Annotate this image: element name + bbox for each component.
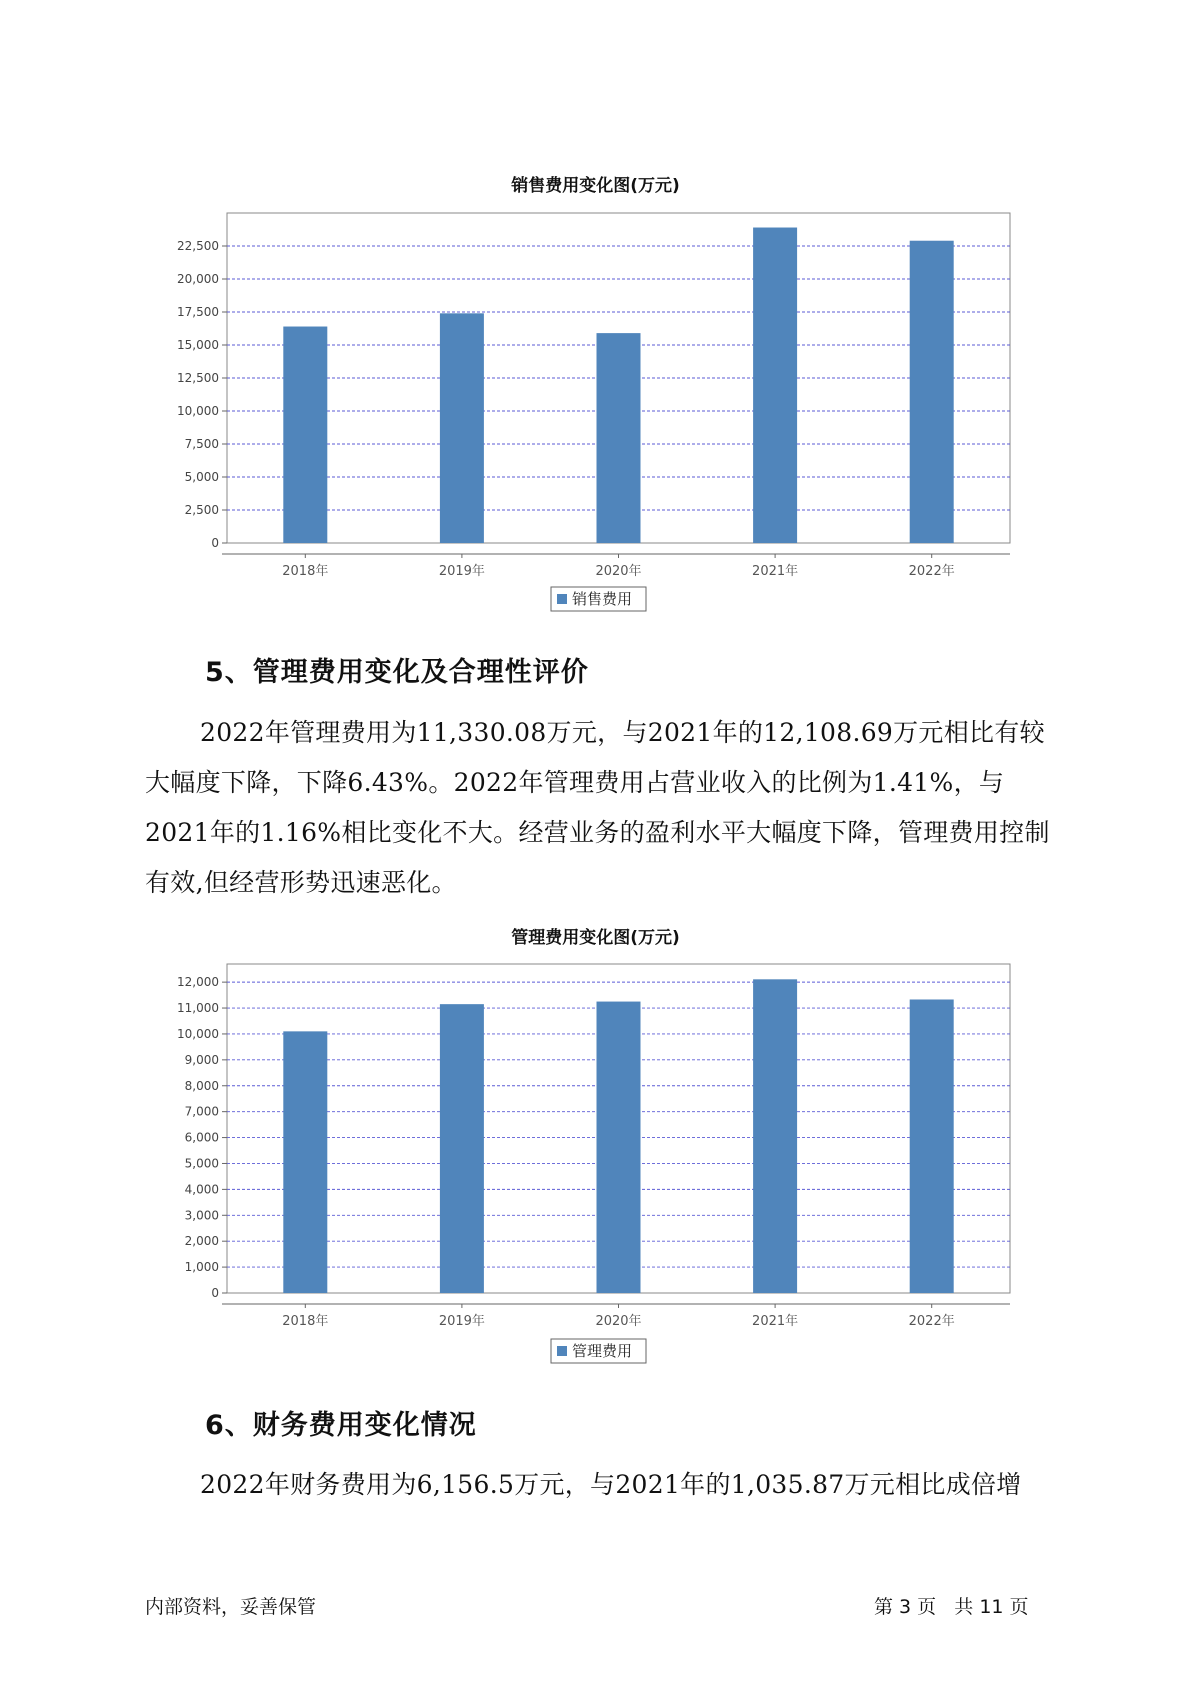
section6-paragraph: 2022年财务费用为6,156.5万元，与2021年的1,035.87万元相比成倍增 — [200, 1470, 1022, 1499]
x-tick-label: 2020年 — [595, 564, 642, 579]
y-tick-label: 5,000 — [184, 1156, 219, 1171]
y-tick-label: 15,000 — [177, 338, 219, 352]
footer-page-number: 第 3 页 共 11 页 — [874, 1596, 1029, 1618]
section5-heading: 5、管理费用变化及合理性评价 — [205, 657, 589, 688]
x-tick-label: 2019年 — [438, 564, 485, 579]
y-tick-label: 2,500 — [184, 503, 219, 517]
x-tick-label: 2021年 — [752, 1314, 799, 1329]
x-tick-label: 2022年 — [908, 1314, 955, 1329]
y-tick-label: 12,000 — [177, 975, 219, 990]
y-tick-label: 12,500 — [177, 371, 219, 385]
y-tick-label: 7,500 — [184, 437, 219, 451]
x-tick-label: 2021年 — [752, 564, 799, 579]
y-tick-label: 17,500 — [177, 305, 219, 319]
y-tick-label: 6,000 — [184, 1130, 219, 1145]
x-tick-label: 2018年 — [282, 1314, 329, 1329]
y-tick-label: 7,000 — [184, 1104, 219, 1119]
y-tick-label: 11,000 — [177, 1001, 219, 1016]
y-tick-label: 0 — [211, 536, 219, 550]
y-tick-label: 5,000 — [184, 470, 219, 484]
y-tick-label: 8,000 — [184, 1078, 219, 1093]
x-tick-label: 2019年 — [438, 1314, 485, 1329]
y-tick-label: 20,000 — [177, 272, 219, 286]
x-tick-label: 2018年 — [282, 564, 329, 579]
y-tick-label: 2,000 — [184, 1234, 219, 1249]
chart2-title: 管理费用变化图(万元) — [511, 928, 680, 948]
section5-paragraph: 2022年管理费用为11,330.08万元，与2021年的12,108.69万元相比有较大幅度下降，下降6.43%。2022年管理费用占营业收入的比例为1.41%，与2021年的1.16%相比变化不大。经营业务的盈利水平大幅度下降，管理费用控制有效,但经营形势迅速恶化。 — [145, 718, 1050, 897]
y-tick-label: 10,000 — [177, 404, 219, 418]
legend-swatch — [557, 1346, 567, 1356]
x-tick-label: 2022年 — [908, 564, 955, 579]
y-tick-label: 10,000 — [177, 1026, 219, 1041]
legend-label: 销售费用 — [572, 590, 633, 608]
y-tick-label: 1,000 — [184, 1260, 219, 1275]
footer-confidential: 内部资料，妥善保管 — [145, 1596, 317, 1618]
section6-heading: 6、财务费用变化情况 — [205, 1410, 477, 1441]
y-tick-label: 4,000 — [184, 1182, 219, 1197]
y-tick-label: 3,000 — [184, 1208, 219, 1223]
bar — [283, 1031, 327, 1293]
chart1-title: 销售费用变化图(万元) — [511, 176, 680, 196]
bar — [753, 979, 797, 1293]
bar — [440, 1004, 484, 1293]
x-tick-label: 2020年 — [595, 1314, 642, 1329]
bar — [910, 999, 954, 1293]
legend-label: 管理费用 — [572, 1342, 633, 1360]
y-tick-label: 9,000 — [184, 1052, 219, 1067]
bar — [597, 1002, 641, 1293]
y-tick-label: 22,500 — [177, 239, 219, 253]
y-tick-label: 0 — [211, 1286, 219, 1300]
